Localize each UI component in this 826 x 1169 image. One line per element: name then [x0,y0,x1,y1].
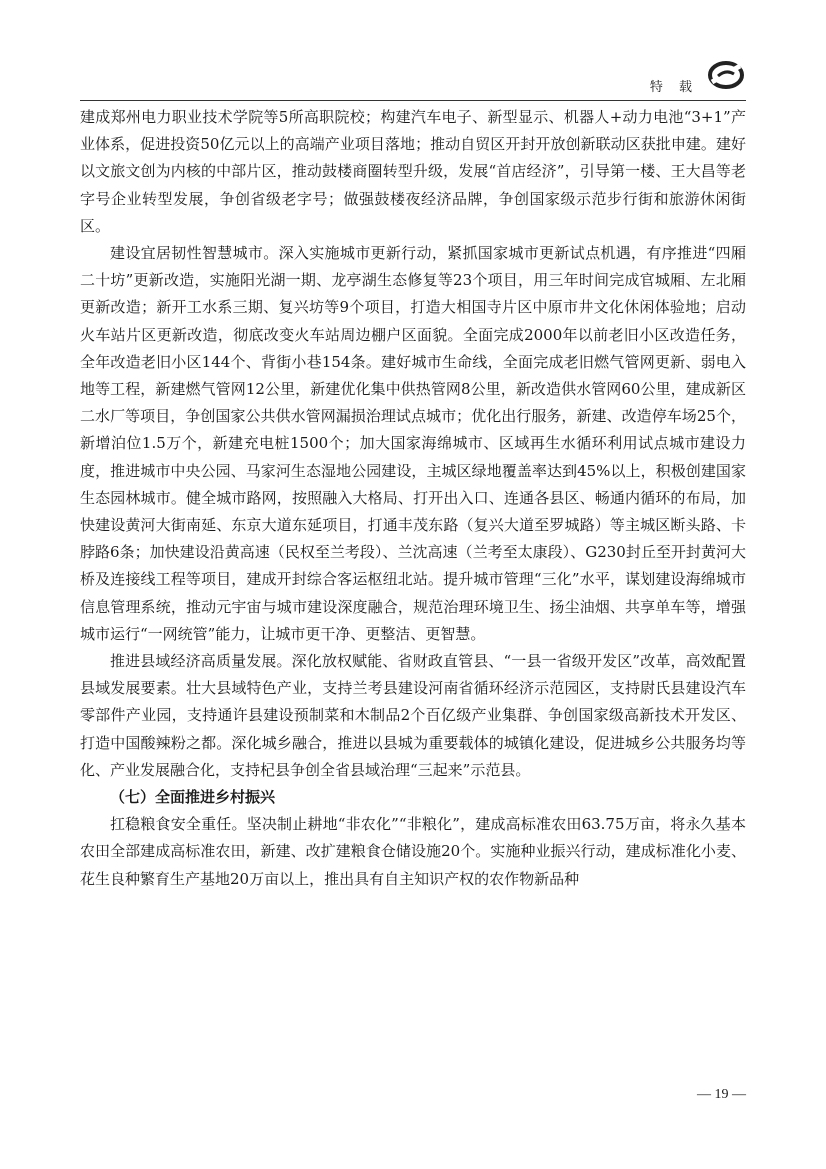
section-heading: （七）全面推进乡村振兴 [110,788,276,807]
paragraph-continued: 建成郑州电力职业技术学院等5所高职院校；构建汽车电子、新型显示、机器人+动力电池“3+1”产业体系，促进投资50亿元以上的高端产业项目落地；推动自贸区开封开放创新联动区获批申建。建好以文旅文创为内核的中部片区，推动鼓楼商圈转型升级，发展“首店经济”，引导第一楼、王大昌等老字号企业转型发展，争创省级老字号；做强鼓楼夜经济品牌，争创国家级示范步行街和旅游休闲街区。 [80,108,746,235]
header-rule [80,100,746,101]
journal-logo-icon [706,60,746,90]
page-number: — 19 — [697,1087,746,1102]
paragraph-county-economy: 推进县域经济高质量发展。深化放权赋能、省财政直管县、“一县一省级开发区”改革，高效配置县域发展要素。壮大县域特色产业，支持兰考县建设河南省循环经济示范园区，支持尉氏县建设汽车零部件产业园，支持通许县建设预制菜和木制品2个百亿级产业集群、争创国家级高新技术开发区、打造中国酸辣粉之都。深化城乡融合，推进以县城为重要载体的城镇化建设，促进城乡公共服务均等化、产业发展融合化，支持杞县争创全省县域治理“三起来”示范县。 [80,652,746,779]
section-label: 特 载 [649,80,698,95]
paragraph-smart-city: 建设宜居韧性智慧城市。深入实施城市更新行动，紧抓国家城市更新试点机遇，有序推进“四厢二十坊”更新改造，实施阳光湖一期、龙亭湖生态修复等23个项目，用三年时间完成官城厢、左北厢更新改造；新开工水系三期、复兴坊等9个项目，打造大相国寺片区中原市井文化休闲体验地；启动火车站片区更新改造，彻底改变火车站周边棚户区面貌。全面完成2000年以前老旧小区改造任务，全年改造老旧小区144个、背街小巷154条。建好城市生命线，全面完成老旧燃气管网更新、弱电入地等工程，新建燃气管网12公里，新建优化集中供热管网8公里，新改造供水管网60公里，建成新区二水厂等项目，争创国家公共供水管网漏损治理试点城市；优化出行服务，新建、改造停车场25个，新增泊位1.5万个，新建充电桩1500个；加大国家海绵城市、区域再生水循环利用试点城市建设力度，推进城市中央公园、马家河生态湿地公园建设，主城区绿地覆盖率达到45%以上，积极创建国家生态园林城市。健全城市路网，按照融入大格局、打开出入口、连通各县区、畅通内循环的布局，加快建设黄河大街南延、东京大道东延项目，打通丰茂东路（复兴大道至罗城路）等主城区断头路、卡脖路6条；加快建设沿黄高速（民权至兰考段）、兰沈高速（兰考至太康段）、G230封丘至开封黄河大桥及连接线工程等项目，建成开封综合客运枢纽北站。提升城市管理“三化”水平，谋划建设海绵城市信息管理系统，推动元宇宙与城市建设深度融合，规范治理环境卫生、扬尘油烟、共享单车等，增强城市运行“一网统管”能力，让城市更干净、更整洁、更智慧。 [80,244,746,643]
paragraph-food-security: 扛稳粮食安全重任。坚决制止耕地“非农化”“非粮化”，建成高标准农田63.75万亩，将永久基本农田全部建成高标准农田，新建、改扩建粮食仓储设施20个。实施种业振兴行动，建成标准化小麦、花生良种繁育生产基地20万亩以上，推出具有自主知识产权的农作物新品种 [80,815,746,888]
page-header [80,58,746,102]
document-body [80,104,746,893]
